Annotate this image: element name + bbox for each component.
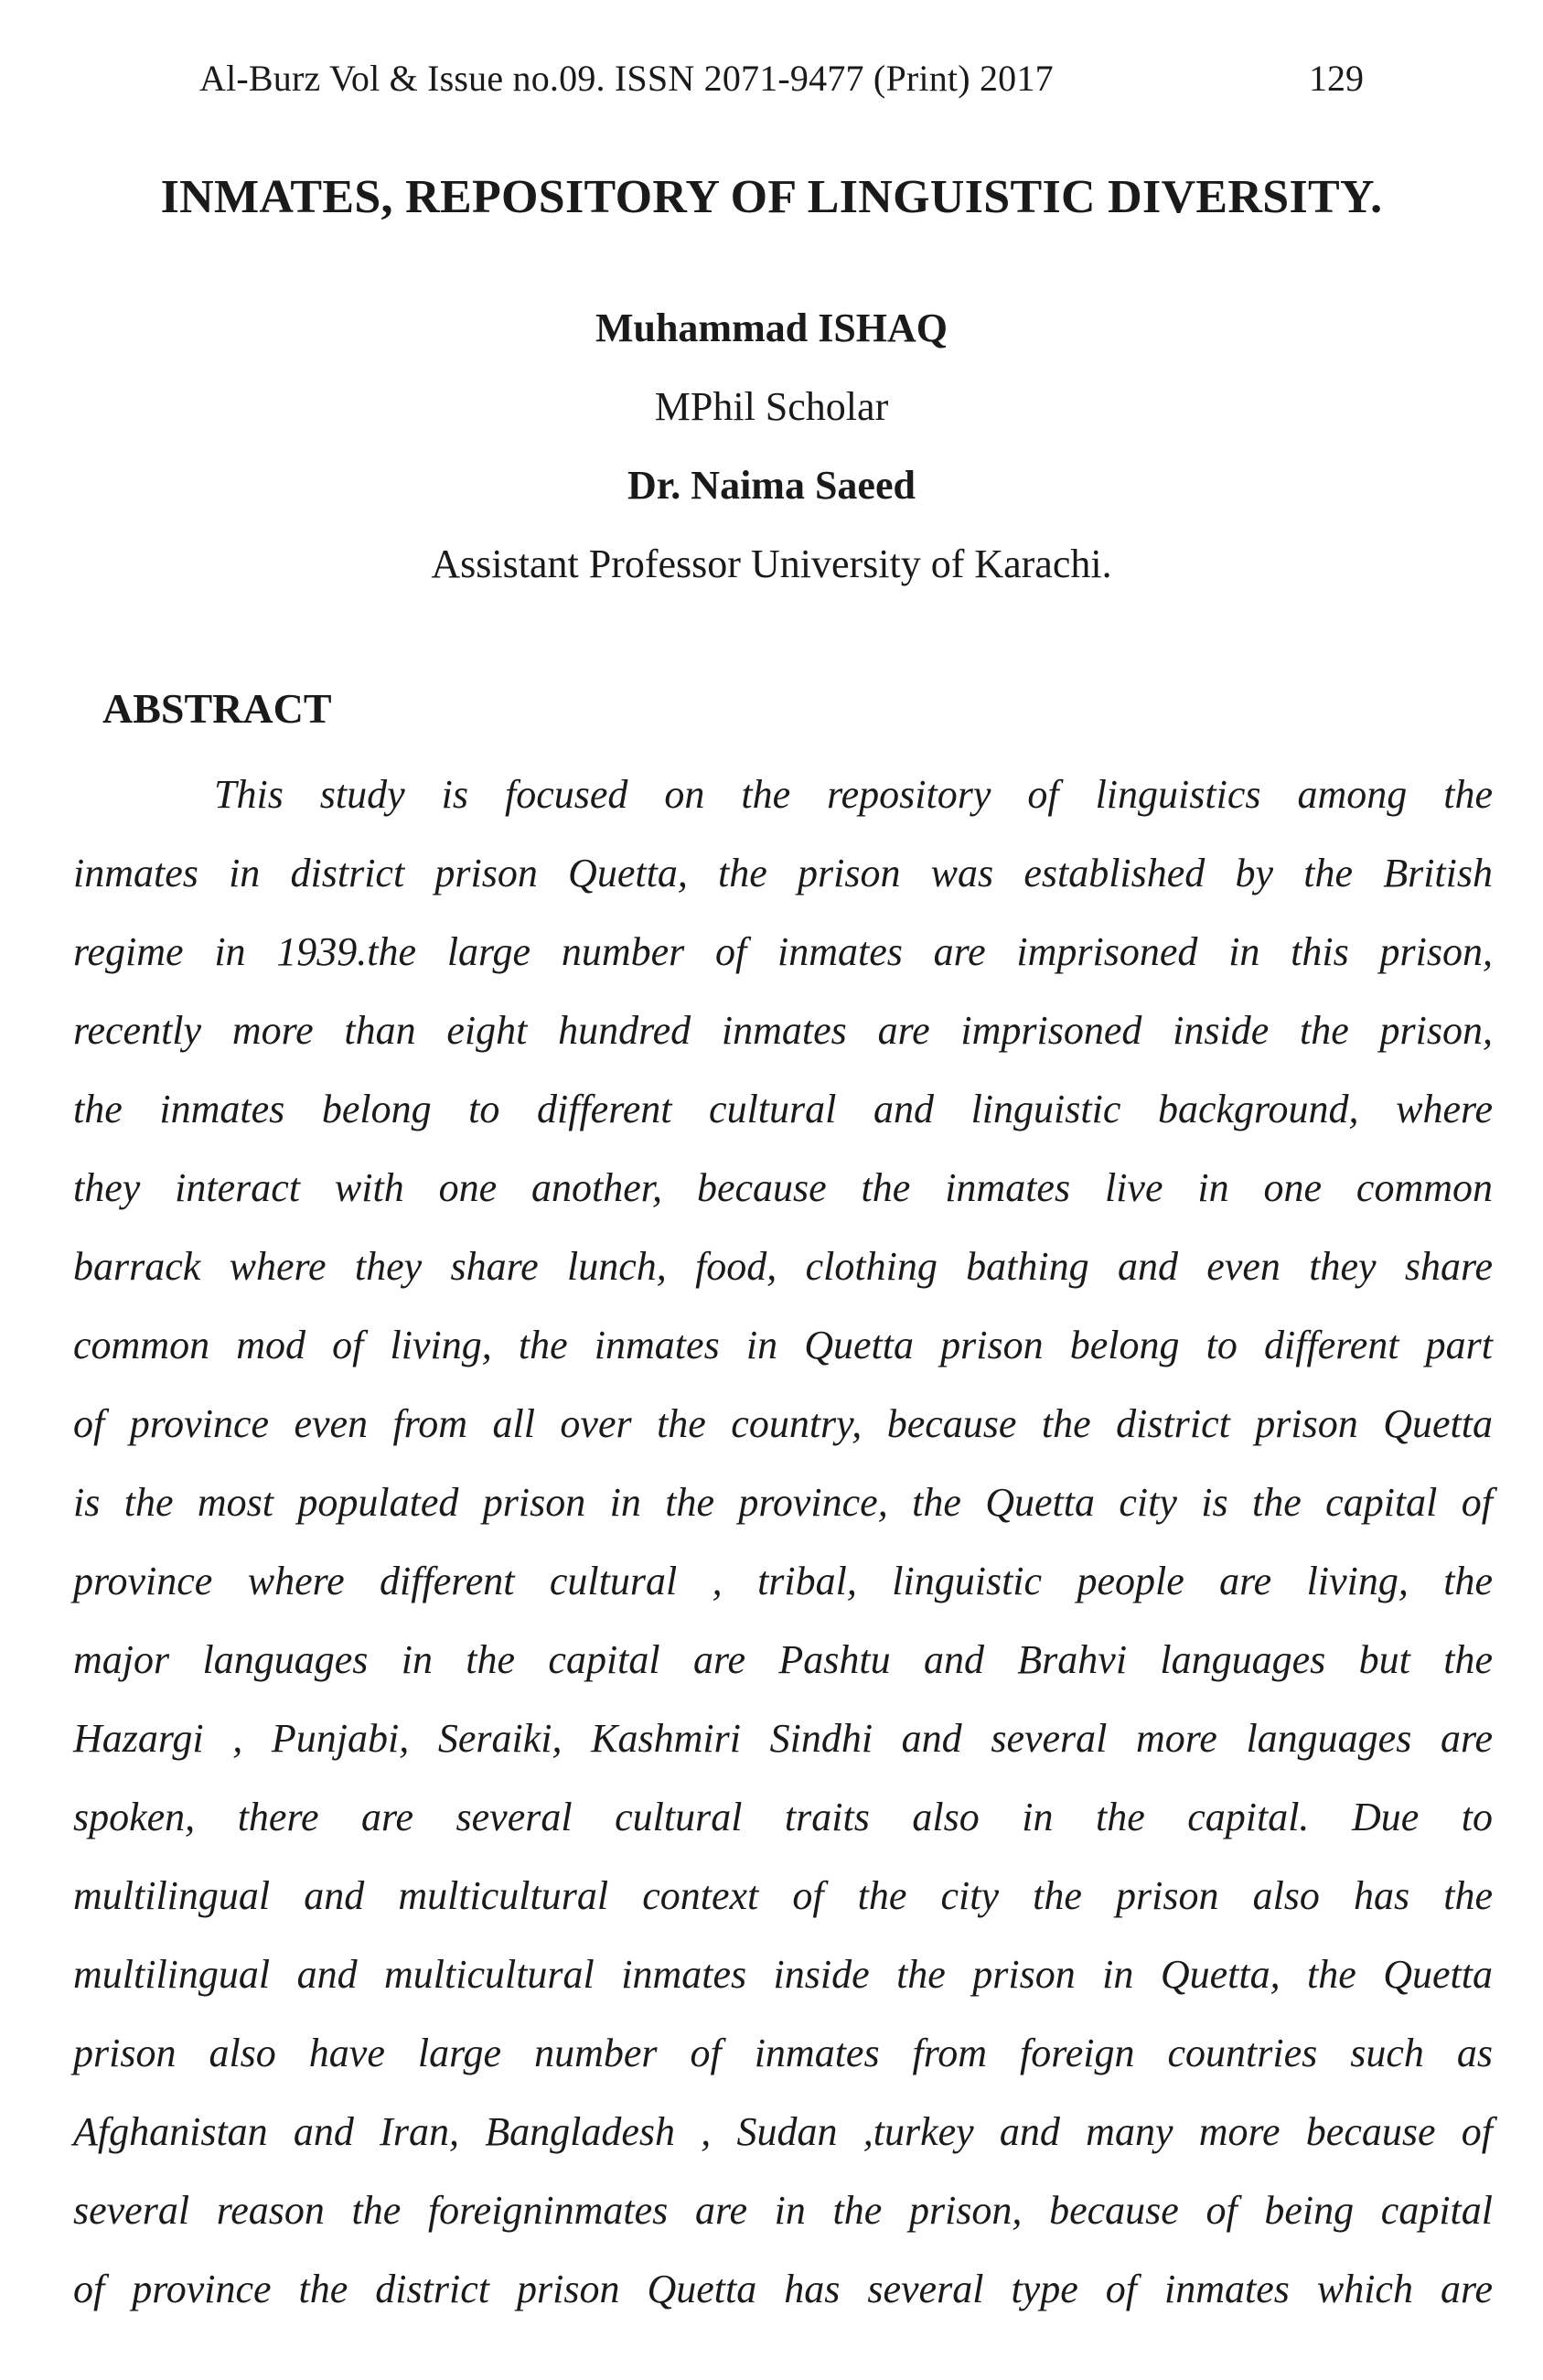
abstract-line: common mod of living, the inmates in Quetta prison belong to different part [73, 1323, 1493, 1367]
abstract-line: multilingual and multicultural inmates inside the prison in Quetta, the Quetta [73, 1952, 1493, 1997]
abstract-heading: ABSTRACT [102, 685, 332, 732]
abstract-line: Hazargi , Punjabi, Seraiki, Kashmiri Sindhi and several more languages are [73, 1716, 1493, 1761]
abstract-line: multilingual and multicultural context of the city the prison also has the [73, 1873, 1493, 1918]
abstract-line: inmates in district prison Quetta, the prison was established by the British [73, 851, 1493, 895]
abstract-line: they interact with one another, because the inmates live in one common [73, 1165, 1493, 1210]
abstract-line: recently more than eight hundred inmates are imprisoned inside the prison, [73, 1008, 1493, 1053]
abstract-line: several reason the foreigninmates are in the prison, because of being capital [73, 2188, 1493, 2233]
abstract-body [73, 756, 1493, 2329]
abstract-line: is the most populated prison in the province, the Quetta city is the capital of [73, 1480, 1493, 1525]
running-head: Al-Burz Vol & Issue no.09. ISSN 2071-9477 (Print) 2017 [199, 58, 1054, 99]
abstract-line: of province the district prison Quetta has several type of inmates which are [73, 2267, 1493, 2311]
author-affiliation: Assistant Professor University of Karachi. [431, 541, 1112, 586]
abstract-line: barrack where they share lunch, food, clothing bathing and even they share [73, 1244, 1493, 1289]
abstract-line: spoken, there are several cultural traits also in the capital. Due to [73, 1795, 1493, 1839]
abstract-line: This study is focused on the repository of linguistics among the [214, 772, 1493, 817]
author-block [0, 289, 1543, 604]
author-affiliation: MPhil Scholar [654, 384, 889, 429]
abstract-line: of province even from all over the country, because the district prison Quetta [73, 1401, 1493, 1446]
abstract-line: Afghanistan and Iran, Bangladesh , Sudan ,turkey and many more because of [73, 2109, 1493, 2154]
abstract-line: the inmates belong to different cultural and linguistic background, where [73, 1087, 1493, 1131]
author-name: Dr. Naima Saeed [627, 463, 916, 508]
article-title: INMATES, REPOSITORY OF LINGUISTIC DIVERSITY. [160, 171, 1383, 223]
abstract-line: major languages in the capital are Pashtu and Brahvi languages but the [73, 1637, 1493, 1682]
page-number: 129 [1309, 58, 1364, 99]
abstract-line: regime in 1939.the large number of inmates are imprisoned in this prison, [73, 929, 1493, 974]
abstract-line: province where different cultural , tribal, linguistic people are living, the [73, 1559, 1493, 1603]
author-name: Muhammad ISHAQ [595, 306, 948, 350]
abstract-line: prison also have large number of inmates from foreign countries such as [73, 2031, 1493, 2075]
